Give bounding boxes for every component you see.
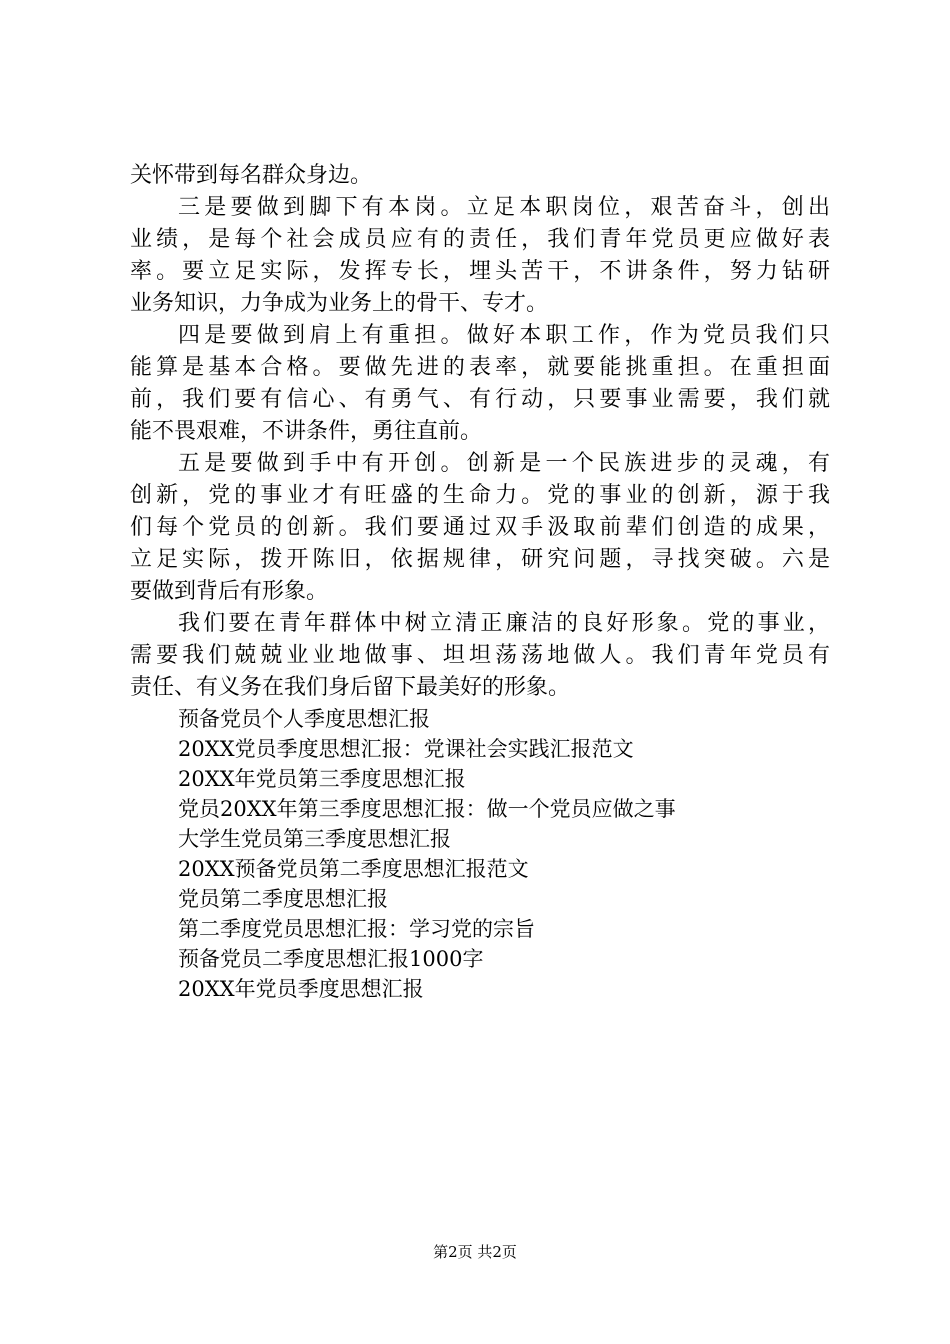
paragraph-line: 需要我们兢兢业业地做事、坦坦荡荡地做人。我们青年党员有	[130, 643, 830, 668]
related-article-link[interactable]: 20XX党员季度思想汇报：党课社会实践汇报范文	[178, 737, 634, 761]
paragraph-line: 四是要做到肩上有重担。做好本职工作，作为党员我们只	[178, 323, 830, 348]
body-line: 关怀带到每名群众身边。	[130, 163, 373, 188]
paragraph-line: 业务知识，力争成为业务上的骨干、专才。	[130, 291, 549, 316]
paragraph-line: 能算是基本合格。要做先进的表率，就要能挑重担。在重担面	[130, 355, 830, 380]
paragraph-line: 能不畏艰难，不讲条件，勇往直前。	[130, 419, 483, 444]
related-articles-list	[130, 704, 830, 1004]
related-article-link[interactable]: 预备党员二季度思想汇报1000字	[178, 947, 484, 971]
related-article-link[interactable]: 大学生党员第三季度思想汇报	[178, 827, 451, 851]
paragraph-line: 要做到背后有形象。	[130, 579, 329, 604]
document-body	[130, 160, 830, 1004]
paragraph-line: 创新，党的事业才有旺盛的生命力。党的事业的创新，源于我	[130, 483, 830, 508]
paragraph-line: 率。要立足实际，发挥专长，埋头苦干，不讲条件，努力钻研	[130, 259, 830, 284]
page-number-footer: 第2页 共2页	[433, 1243, 517, 1261]
related-article-link[interactable]: 预备党员个人季度思想汇报	[178, 707, 430, 731]
paragraph-line: 五是要做到手中有开创。创新是一个民族进步的灵魂，有	[178, 451, 830, 476]
paragraph-line: 立足实际，拨开陈旧，依据规律，研究问题，寻找突破。六是	[130, 547, 830, 572]
related-article-link[interactable]: 第二季度党员思想汇报：学习党的宗旨	[178, 917, 535, 941]
paragraph-line: 们每个党员的创新。我们要通过双手汲取前辈们创造的成果，	[130, 515, 830, 540]
related-article-link[interactable]: 党员第二季度思想汇报	[178, 887, 388, 911]
paragraph-line: 三是要做到脚下有本岗。立足本职岗位，艰苦奋斗，创出	[178, 195, 830, 220]
paragraph-line: 我们要在青年群体中树立清正廉洁的良好形象。党的事业，	[178, 611, 830, 636]
paragraph-line: 前，我们要有信心、有勇气、有行动，只要事业需要，我们就	[130, 387, 830, 412]
related-article-link[interactable]: 20XX年党员季度思想汇报	[178, 977, 424, 1001]
related-article-link[interactable]: 党员20XX年第三季度思想汇报：做一个党员应做之事	[178, 797, 676, 821]
paragraph-line: 责任、有义务在我们身后留下最美好的形象。	[130, 675, 571, 700]
related-article-link[interactable]: 20XX年党员第三季度思想汇报	[178, 767, 466, 791]
related-article-link[interactable]: 20XX预备党员第二季度思想汇报范文	[178, 857, 529, 881]
paragraph-line: 业绩，是每个社会成员应有的责任，我们青年党员更应做好表	[130, 227, 830, 252]
